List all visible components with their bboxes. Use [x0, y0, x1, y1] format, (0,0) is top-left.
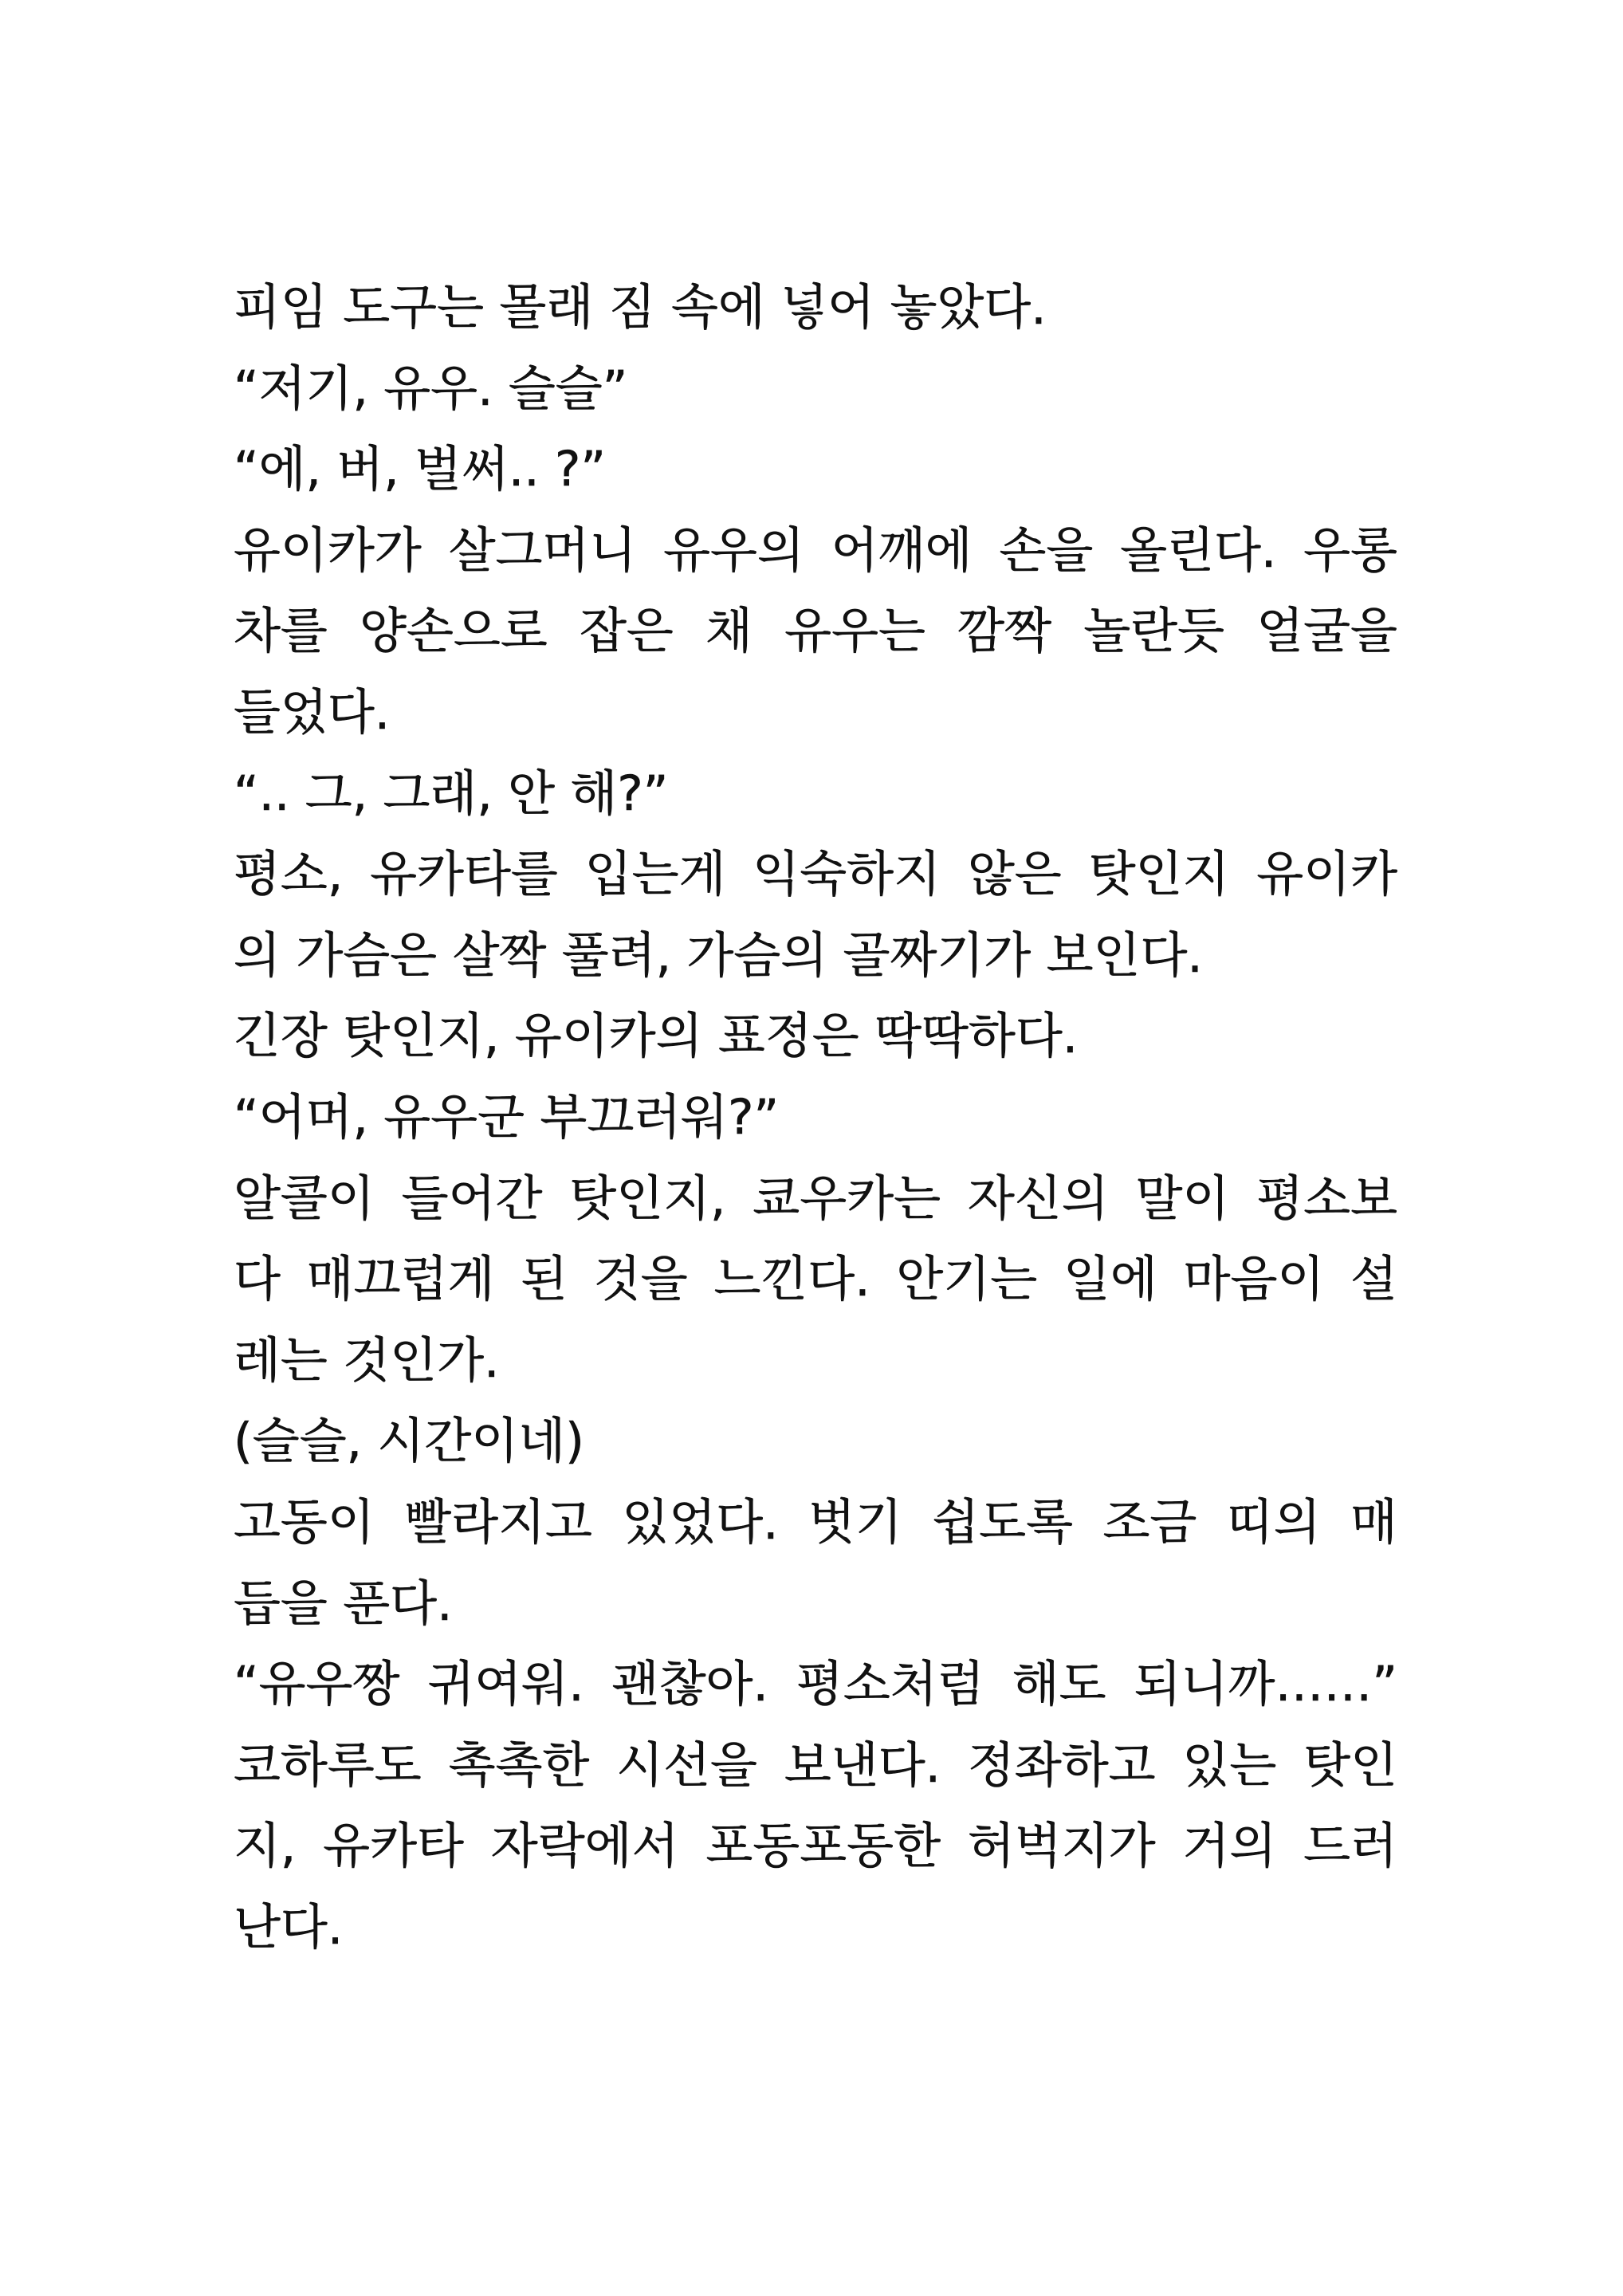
text-line: 긴장 탓인지, 유이카의 표정은 딱딱하다. [234, 1008, 1079, 1065]
text-line: “어머, 유우군 부끄러워?” [234, 1088, 780, 1146]
text-line: 듭을 푼다. [234, 1575, 453, 1632]
text-line: 평소, 유카타를 입는게 익숙하지 않은 탓인지 유이카 [234, 846, 1397, 903]
text-line: 알콜이 들어간 탓인지, 쿄우카는 자신의 말이 평소보 [234, 1170, 1397, 1227]
text-line: “.. 그, 그래, 안 해?” [234, 765, 669, 822]
text-line: 피임 도구는 몰래 짐 속에 넣어 놓았다. [234, 279, 1047, 336]
text-line: 유이카가 살그머니 유우의 어깨에 손을 올린다. 우롱 [234, 521, 1397, 579]
text-line: 지, 유카타 자락에서 포동포동한 허벅지가 거의 드러 [234, 1818, 1397, 1875]
text-line: 난다. [234, 1898, 344, 1956]
text-line: 차를 양손으로 잡은 채 유우는 깜짝 놀란듯 얼굴을 [234, 603, 1397, 660]
text-line: “저기, 유우. 슬슬” [234, 360, 628, 417]
text-line: 다 매끄럽게 된 것을 느낀다. 안기는 일에 마음이 설 [234, 1251, 1397, 1308]
text-line: “유우짱 귀여워. 괜찮아. 평소처럼 해도 되니까……” [234, 1656, 1397, 1713]
text-line: 레는 것인가. [234, 1331, 500, 1389]
text-line: 들었다. [234, 683, 391, 741]
text-line: (슬슬, 시간이네) [234, 1413, 584, 1470]
body-text [234, 267, 1397, 1968]
text-line: “에, 버, 벌써.. ?” [234, 441, 607, 498]
text-line: 의 가슴은 살짝 풀려, 가슴의 골짜기가 보인다. [234, 926, 1203, 984]
text-line: 고동이 빨라지고 있었다. 벗기 쉽도록 조금 띠의 매 [234, 1493, 1397, 1551]
text-line: 코하루도 촉촉한 시선을 보낸다. 정좌하고 있는 탓인 [234, 1736, 1397, 1794]
